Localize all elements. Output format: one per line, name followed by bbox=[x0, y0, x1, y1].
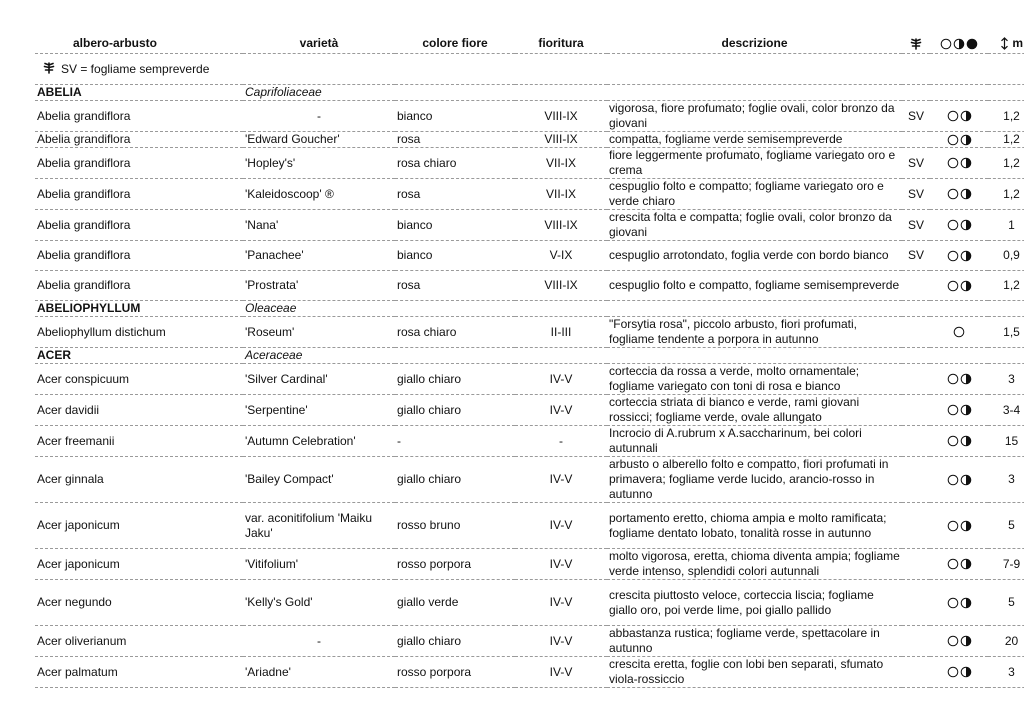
half-shade-icon bbox=[953, 38, 965, 50]
sun-icon bbox=[947, 404, 959, 416]
half-shade-icon bbox=[960, 558, 972, 570]
exposure-icons bbox=[947, 110, 972, 122]
exposure-cell bbox=[930, 364, 988, 395]
col-header-exposure bbox=[930, 34, 988, 54]
evergreen-flag bbox=[902, 364, 930, 395]
plant-height: 15 bbox=[988, 426, 1024, 457]
plant-catalog-table bbox=[35, 34, 1024, 688]
plant-description: vigorosa, fiore profumato; foglie ovali, color bronzo da giovani bbox=[607, 101, 902, 132]
sun-icon bbox=[947, 134, 959, 146]
table-row bbox=[35, 241, 1024, 271]
plant-height: 5 bbox=[988, 580, 1024, 626]
exposure-icons bbox=[947, 597, 972, 609]
evergreen-leaf-icon bbox=[910, 38, 922, 50]
evergreen-flag: SV bbox=[902, 179, 930, 210]
exposure-icons bbox=[947, 134, 972, 146]
height-unit-label: m bbox=[1012, 36, 1023, 50]
exposure-icons bbox=[947, 250, 972, 262]
flower-color: giallo chiaro bbox=[395, 364, 515, 395]
plant-variety: 'Prostrata' bbox=[243, 271, 395, 301]
plant-variety: 'Panachee' bbox=[243, 241, 395, 271]
exposure-icons bbox=[947, 435, 972, 447]
table-row bbox=[35, 626, 1024, 657]
col-header-description: descrizione bbox=[607, 34, 902, 54]
flowering-period: VII-IX bbox=[515, 148, 607, 179]
sun-icon bbox=[940, 38, 952, 50]
half-shade-icon bbox=[960, 250, 972, 262]
section-family: Aceraceae bbox=[243, 348, 1024, 364]
exposure-cell bbox=[930, 179, 988, 210]
flowering-period: VII-IX bbox=[515, 179, 607, 210]
plant-height: 1,2 bbox=[988, 101, 1024, 132]
half-shade-icon bbox=[960, 280, 972, 292]
plant-description: fiore leggermente profumato, fogliame variegato oro e crema bbox=[607, 148, 902, 179]
sun-icon bbox=[947, 188, 959, 200]
exposure-icons bbox=[953, 326, 965, 338]
section-header-row bbox=[35, 348, 1024, 364]
flowering-period: V-IX bbox=[515, 241, 607, 271]
flower-color: rosa bbox=[395, 271, 515, 301]
flower-color: bianco bbox=[395, 241, 515, 271]
flower-color: rosso porpora bbox=[395, 657, 515, 688]
plant-description: corteccia da rossa a verde, molto ornamentale; fogliame variegato con toni di rosa e bianco bbox=[607, 364, 902, 395]
flower-color: rosa bbox=[395, 132, 515, 148]
evergreen-flag: SV bbox=[902, 148, 930, 179]
plant-description: crescita piuttosto veloce, corteccia liscia; fogliame giallo oro, poi verde lime, poi giallo pallido bbox=[607, 580, 902, 626]
section-header-row bbox=[35, 85, 1024, 101]
plant-height: 1,2 bbox=[988, 132, 1024, 148]
plant-height: 3 bbox=[988, 364, 1024, 395]
half-shade-icon bbox=[960, 110, 972, 122]
evergreen-flag: SV bbox=[902, 101, 930, 132]
plant-height: 1 bbox=[988, 210, 1024, 241]
plant-name: Acer ginnala bbox=[35, 457, 243, 503]
table-row bbox=[35, 101, 1024, 132]
exposure-cell bbox=[930, 132, 988, 148]
sun-icon bbox=[947, 597, 959, 609]
plant-description: portamento eretto, chioma ampia e molto ramificata; fogliame dentato lobato, tonalità rosse in autunno bbox=[607, 503, 902, 549]
plant-height: 3-4 bbox=[988, 395, 1024, 426]
sun-icon bbox=[947, 520, 959, 532]
plant-name: Acer negundo bbox=[35, 580, 243, 626]
plant-variety: 'Roseum' bbox=[243, 317, 395, 348]
exposure-cell bbox=[930, 626, 988, 657]
flowering-period: VIII-IX bbox=[515, 101, 607, 132]
flowering-period: VIII-IX bbox=[515, 271, 607, 301]
flower-color: giallo chiaro bbox=[395, 457, 515, 503]
evergreen-flag bbox=[902, 580, 930, 626]
half-shade-icon bbox=[960, 435, 972, 447]
plant-name: Acer palmatum bbox=[35, 657, 243, 688]
plant-description: Incrocio di A.rubrum x A.saccharinum, bei colori autunnali bbox=[607, 426, 902, 457]
flower-color: giallo chiaro bbox=[395, 626, 515, 657]
flowering-period: IV-V bbox=[515, 657, 607, 688]
plant-description: cespuglio folto e compatto, fogliame semisempreverde bbox=[607, 271, 902, 301]
sun-icon bbox=[947, 435, 959, 447]
col-header-name: albero-arbusto bbox=[35, 34, 243, 54]
plant-description: crescita folta e compatta; foglie ovali, color bronzo da giovani bbox=[607, 210, 902, 241]
plant-name: Abelia grandiflora bbox=[35, 101, 243, 132]
table-row bbox=[35, 364, 1024, 395]
flower-color: giallo chiaro bbox=[395, 395, 515, 426]
sun-icon bbox=[947, 666, 959, 678]
flower-color: rosa chiaro bbox=[395, 148, 515, 179]
plant-name: Acer conspicuum bbox=[35, 364, 243, 395]
exposure-cell bbox=[930, 457, 988, 503]
flower-color: rosso porpora bbox=[395, 549, 515, 580]
sun-icon bbox=[947, 110, 959, 122]
exposure-icons bbox=[947, 474, 972, 486]
exposure-cell bbox=[930, 101, 988, 132]
plant-height: 5 bbox=[988, 503, 1024, 549]
section-name: ABELIOPHYLLUM bbox=[35, 301, 243, 317]
plant-height: 20 bbox=[988, 626, 1024, 657]
plant-name: Acer freemanii bbox=[35, 426, 243, 457]
evergreen-flag bbox=[902, 132, 930, 148]
plant-name: Abeliophyllum distichum bbox=[35, 317, 243, 348]
flowering-period: IV-V bbox=[515, 503, 607, 549]
plant-variety: 'Autumn Celebration' bbox=[243, 426, 395, 457]
plant-height: 0,9 bbox=[988, 241, 1024, 271]
plant-variety: 'Nana' bbox=[243, 210, 395, 241]
half-shade-icon bbox=[960, 597, 972, 609]
exposure-icons bbox=[947, 280, 972, 292]
plant-description: corteccia striata di bianco e verde, rami giovani rossicci; fogliame verde, ovale allungato bbox=[607, 395, 902, 426]
evergreen-flag bbox=[902, 395, 930, 426]
flowering-period: - bbox=[515, 426, 607, 457]
plant-variety: var. aconitifolium 'Maiku Jaku' bbox=[243, 503, 395, 549]
plant-height: 3 bbox=[988, 457, 1024, 503]
exposure-icons bbox=[947, 157, 972, 169]
table-row bbox=[35, 210, 1024, 241]
plant-height: 1,2 bbox=[988, 148, 1024, 179]
plant-description: compatta, fogliame verde semisempreverde bbox=[607, 132, 902, 148]
half-shade-icon bbox=[960, 520, 972, 532]
height-arrow-icon bbox=[1000, 37, 1009, 50]
plant-name: Abelia grandiflora bbox=[35, 132, 243, 148]
plant-name: Abelia grandiflora bbox=[35, 271, 243, 301]
flower-color: rosa chiaro bbox=[395, 317, 515, 348]
half-shade-icon bbox=[960, 474, 972, 486]
exposure-cell bbox=[930, 317, 988, 348]
exposure-cell bbox=[930, 271, 988, 301]
flower-color: rosa bbox=[395, 179, 515, 210]
evergreen-flag: SV bbox=[902, 241, 930, 271]
plant-name: Abelia grandiflora bbox=[35, 241, 243, 271]
exposure-icons bbox=[947, 219, 972, 231]
flowering-period: VIII-IX bbox=[515, 132, 607, 148]
evergreen-flag bbox=[902, 271, 930, 301]
col-header-evergreen bbox=[902, 34, 930, 54]
exposure-icons bbox=[947, 188, 972, 200]
exposure-icons bbox=[947, 635, 972, 647]
sun-icon bbox=[947, 250, 959, 262]
exposure-cell bbox=[930, 549, 988, 580]
flowering-period: IV-V bbox=[515, 364, 607, 395]
evergreen-flag bbox=[902, 426, 930, 457]
plant-name: Acer japonicum bbox=[35, 503, 243, 549]
exposure-cell bbox=[930, 210, 988, 241]
exposure-cell bbox=[930, 395, 988, 426]
plant-height: 1,2 bbox=[988, 271, 1024, 301]
table-row bbox=[35, 317, 1024, 348]
sun-icon bbox=[947, 635, 959, 647]
exposure-cell bbox=[930, 657, 988, 688]
table-row bbox=[35, 503, 1024, 549]
half-shade-icon bbox=[960, 134, 972, 146]
col-header-flower-color: colore fiore bbox=[395, 34, 515, 54]
section-family: Caprifoliaceae bbox=[243, 85, 1024, 101]
sun-icon bbox=[953, 326, 965, 338]
evergreen-flag bbox=[902, 657, 930, 688]
table-row bbox=[35, 148, 1024, 179]
flowering-period: IV-V bbox=[515, 580, 607, 626]
plant-variety: - bbox=[243, 626, 395, 657]
plant-height: 3 bbox=[988, 657, 1024, 688]
flowering-period: IV-V bbox=[515, 549, 607, 580]
plant-variety: 'Kaleidoscoop' ® bbox=[243, 179, 395, 210]
plant-variety: 'Hopley's' bbox=[243, 148, 395, 179]
col-header-height bbox=[988, 34, 1024, 54]
sun-icon bbox=[947, 373, 959, 385]
table-row bbox=[35, 271, 1024, 301]
flowering-period: VIII-IX bbox=[515, 210, 607, 241]
half-shade-icon bbox=[960, 219, 972, 231]
table-row bbox=[35, 395, 1024, 426]
plant-variety: 'Silver Cardinal' bbox=[243, 364, 395, 395]
half-shade-icon bbox=[960, 635, 972, 647]
evergreen-flag bbox=[902, 503, 930, 549]
header-row bbox=[35, 34, 1024, 54]
plant-variety: 'Bailey Compact' bbox=[243, 457, 395, 503]
flowering-period: IV-V bbox=[515, 457, 607, 503]
sun-icon bbox=[947, 558, 959, 570]
legend-cell bbox=[35, 54, 243, 85]
plant-description: cespuglio folto e compatto; fogliame variegato oro e verde chiaro bbox=[607, 179, 902, 210]
half-shade-icon bbox=[960, 188, 972, 200]
flower-color: - bbox=[395, 426, 515, 457]
half-shade-icon bbox=[960, 373, 972, 385]
sun-icon bbox=[947, 280, 959, 292]
plant-height: 1,2 bbox=[988, 179, 1024, 210]
exposure-icons bbox=[947, 666, 972, 678]
evergreen-flag bbox=[902, 317, 930, 348]
exposure-header-icons bbox=[940, 38, 978, 50]
sun-icon bbox=[947, 157, 959, 169]
section-name: ACER bbox=[35, 348, 243, 364]
exposure-icons bbox=[947, 404, 972, 416]
section-header-row bbox=[35, 301, 1024, 317]
evergreen-flag bbox=[902, 549, 930, 580]
evergreen-flag: SV bbox=[902, 210, 930, 241]
plant-variety: 'Kelly's Gold' bbox=[243, 580, 395, 626]
table-row bbox=[35, 132, 1024, 148]
plant-name: Abelia grandiflora bbox=[35, 148, 243, 179]
plant-variety: - bbox=[243, 101, 395, 132]
table-row bbox=[35, 580, 1024, 626]
flowering-period: II-III bbox=[515, 317, 607, 348]
table-row bbox=[35, 457, 1024, 503]
shade-icon bbox=[966, 38, 978, 50]
half-shade-icon bbox=[960, 666, 972, 678]
sun-icon bbox=[947, 474, 959, 486]
exposure-icons bbox=[947, 520, 972, 532]
table-row bbox=[35, 549, 1024, 580]
exposure-cell bbox=[930, 580, 988, 626]
plant-description: abbastanza rustica; fogliame verde, spettacolare in autunno bbox=[607, 626, 902, 657]
exposure-cell bbox=[930, 241, 988, 271]
plant-height: 1,5 bbox=[988, 317, 1024, 348]
table-row bbox=[35, 426, 1024, 457]
table-row bbox=[35, 179, 1024, 210]
exposure-cell bbox=[930, 503, 988, 549]
table-body bbox=[35, 54, 1024, 688]
plant-name: Abelia grandiflora bbox=[35, 179, 243, 210]
exposure-cell bbox=[930, 426, 988, 457]
plant-description: cespuglio arrotondato, foglia verde con bordo bianco bbox=[607, 241, 902, 271]
flowering-period: IV-V bbox=[515, 626, 607, 657]
plant-variety: 'Serpentine' bbox=[243, 395, 395, 426]
legend-row bbox=[35, 54, 1024, 85]
flower-color: giallo verde bbox=[395, 580, 515, 626]
exposure-icons bbox=[947, 558, 972, 570]
half-shade-icon bbox=[960, 404, 972, 416]
section-name: ABELIA bbox=[35, 85, 243, 101]
plant-variety: 'Edward Goucher' bbox=[243, 132, 395, 148]
flower-color: bianco bbox=[395, 210, 515, 241]
plant-description: crescita eretta, foglie con lobi ben separati, sfumato viola-rossiccio bbox=[607, 657, 902, 688]
plant-variety: 'Vitifolium' bbox=[243, 549, 395, 580]
plant-variety: 'Ariadne' bbox=[243, 657, 395, 688]
section-family: Oleaceae bbox=[243, 301, 1024, 317]
plant-description: "Forsytia rosa", piccolo arbusto, fiori profumati, fogliame tendente a porpora in autunno bbox=[607, 317, 902, 348]
col-header-flowering: fioritura bbox=[515, 34, 607, 54]
legend-text: SV = fogliame sempreverde bbox=[61, 61, 210, 76]
plant-name: Abelia grandiflora bbox=[35, 210, 243, 241]
evergreen-leaf-icon bbox=[43, 62, 55, 74]
plant-name: Acer oliverianum bbox=[35, 626, 243, 657]
sun-icon bbox=[947, 219, 959, 231]
evergreen-flag bbox=[902, 626, 930, 657]
col-header-variety: varietà bbox=[243, 34, 395, 54]
flower-color: bianco bbox=[395, 101, 515, 132]
table-row bbox=[35, 657, 1024, 688]
plant-height: 7-9 bbox=[988, 549, 1024, 580]
half-shade-icon bbox=[960, 157, 972, 169]
plant-description: arbusto o alberello folto e compatto, fiori profumati in primavera; fogliame verde lucido, arancio-rosso in autunno bbox=[607, 457, 902, 503]
plant-name: Acer davidii bbox=[35, 395, 243, 426]
plant-name: Acer japonicum bbox=[35, 549, 243, 580]
flowering-period: IV-V bbox=[515, 395, 607, 426]
plant-description: molto vigorosa, eretta, chioma diventa ampia; fogliame verde intenso, splendidi colori autunnali bbox=[607, 549, 902, 580]
evergreen-flag bbox=[902, 457, 930, 503]
exposure-cell bbox=[930, 148, 988, 179]
exposure-icons bbox=[947, 373, 972, 385]
flower-color: rosso bruno bbox=[395, 503, 515, 549]
